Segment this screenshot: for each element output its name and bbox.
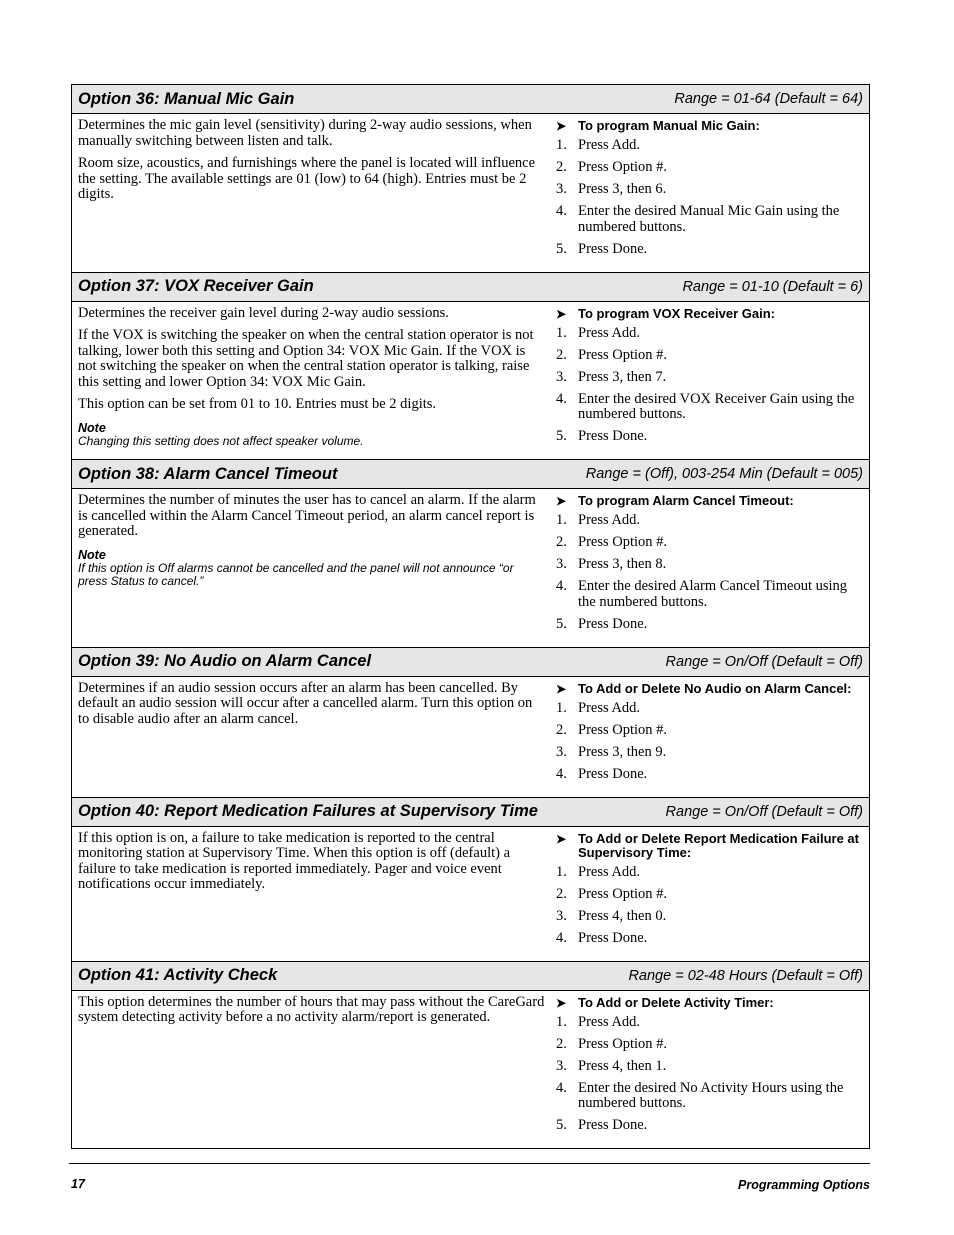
option-range: Range = 01-64 (Default = 64)	[674, 91, 863, 107]
step-number: 2.	[556, 721, 567, 738]
option-title: Option 40: Report Medication Failures at Supervisory Time	[78, 802, 538, 820]
step-number: 1.	[556, 699, 567, 716]
description-column	[72, 827, 552, 961]
step-text: Press Option #.	[578, 534, 668, 550]
arrow-bullet-icon: ➤	[556, 306, 567, 321]
procedure-step	[556, 1059, 865, 1075]
step-number: 3.	[556, 743, 567, 760]
procedure-step	[556, 429, 865, 445]
step-number: 1.	[556, 324, 567, 341]
description-column	[72, 489, 552, 647]
procedure-title-text: To program VOX Receiver Gain:	[578, 305, 775, 321]
procedure-step	[556, 1015, 865, 1031]
procedure-steps	[556, 1015, 865, 1134]
procedure-step	[556, 138, 865, 154]
step-number: 5.	[556, 615, 567, 632]
procedure-step	[556, 326, 865, 342]
procedure-column	[552, 677, 869, 797]
procedure-title	[556, 494, 865, 508]
step-text: Press Done.	[578, 240, 648, 257]
footer-divider	[69, 1163, 870, 1164]
step-text: Press 4, then 1.	[578, 1057, 667, 1074]
step-text: Press 4, then 0.	[578, 907, 667, 924]
option-header	[72, 647, 870, 676]
option-title: Option 39: No Audio on Alarm Cancel	[78, 652, 372, 670]
option-description: Determines the mic gain level (sensitivity) during 2-way audio sessions, when manually switching between listen and talk.	[78, 117, 532, 149]
option-title: Option 41: Activity Check	[78, 966, 278, 984]
step-number: 3.	[556, 181, 567, 197]
step-number: 4.	[556, 1079, 567, 1096]
note-label: Note	[78, 420, 106, 435]
note-text: If this option is Off alarms cannot be cancelled and the panel will not announce “or press Status to cancel.”	[78, 560, 514, 588]
option-description: Determines the number of minutes the user has to cancel an alarm. If the alarm is cancelled within the Alarm Cancel Timeout period, an alarm cancel report is generated.	[78, 492, 536, 539]
note-label: Note	[78, 547, 106, 562]
step-number: 1.	[556, 863, 567, 880]
description-column	[72, 302, 552, 460]
step-text: Enter the desired VOX Receiver Gain using the numbered buttons.	[578, 390, 855, 422]
step-text: Press Done.	[578, 615, 648, 632]
procedure-step	[556, 1118, 865, 1134]
option-description: Determines the receiver gain level during 2-way audio sessions.	[78, 304, 449, 321]
options-table	[71, 84, 870, 1149]
procedure-step	[556, 348, 865, 364]
procedure-step	[556, 617, 865, 633]
procedure-step	[556, 909, 865, 925]
step-text: Press 3, then 9.	[578, 743, 667, 760]
step-text: Press Add.	[578, 324, 641, 341]
step-number: 3.	[556, 368, 567, 385]
option-header	[72, 85, 870, 114]
footer-section-title: Programming Options	[738, 1178, 870, 1192]
option-description: This option can be set from 01 to 10. Entries must be 2 digits.	[78, 396, 437, 412]
procedure-steps	[556, 138, 865, 257]
procedure-column	[552, 489, 869, 647]
procedure-step	[556, 767, 865, 783]
procedure-steps	[556, 326, 865, 445]
step-text: Press Add.	[578, 512, 641, 528]
arrow-bullet-icon: ➤	[556, 119, 567, 133]
procedure-title	[556, 682, 865, 696]
step-number: 5.	[556, 428, 567, 444]
procedure-column	[552, 302, 869, 460]
procedure-step	[556, 701, 865, 717]
option-description: If the VOX is switching the speaker on when the central station operator is not talking, lower both this setting and Option 34: VOX Mic Gain. If the VOX is not switching the speaker on when the central station operator is talking, raise this setting and lower Option 34: VOX Mic Gain.	[78, 327, 534, 390]
step-text: Press Option #.	[578, 721, 668, 738]
option-body	[72, 114, 870, 273]
procedure-step	[556, 392, 865, 423]
step-number: 1.	[556, 1013, 567, 1030]
procedure-step	[556, 535, 865, 551]
step-text: Press Done.	[578, 929, 648, 946]
step-number: 5.	[556, 1117, 567, 1133]
option-body	[72, 826, 870, 961]
procedure-title-text: To Add or Delete Report Medication Failure at Supervisory Time:	[578, 830, 859, 860]
step-number: 2.	[556, 534, 567, 550]
option-range: Range = On/Off (Default = Off)	[665, 653, 863, 670]
arrow-bullet-icon: ➤	[556, 831, 567, 846]
option-header	[72, 961, 870, 990]
step-text: Press Add.	[578, 699, 641, 716]
step-text: Press Add.	[578, 1013, 641, 1030]
step-text: Enter the desired No Activity Hours using the numbered buttons.	[578, 1079, 844, 1111]
step-number: 5.	[556, 240, 567, 257]
procedure-step	[556, 931, 865, 947]
procedure-step	[556, 182, 865, 198]
step-number: 3.	[556, 907, 567, 924]
step-text: Press Done.	[578, 765, 648, 782]
description-column	[72, 677, 552, 797]
procedure-title-text: To Add or Delete No Audio on Alarm Cancel:	[578, 680, 852, 696]
procedure-steps	[556, 701, 865, 783]
step-number: 2.	[556, 1035, 567, 1052]
step-number: 4.	[556, 203, 567, 219]
procedure-step	[556, 723, 865, 739]
step-number: 2.	[556, 885, 567, 902]
note-text: Changing this setting does not affect speaker volume.	[78, 433, 364, 448]
option-body	[72, 990, 870, 1149]
option-range: Range = 02-48 Hours (Default = Off)	[628, 967, 863, 984]
procedure-step	[556, 1037, 865, 1053]
procedure-step	[556, 513, 865, 529]
procedure-step	[556, 1081, 865, 1112]
step-number: 4.	[556, 765, 567, 782]
step-text: Press Option #.	[578, 159, 668, 175]
option-header	[72, 460, 870, 489]
option-body	[72, 489, 870, 648]
option-header	[72, 797, 870, 826]
procedure-title-text: To Add or Delete Activity Timer:	[578, 994, 774, 1010]
step-number: 1.	[556, 512, 567, 528]
step-number: 3.	[556, 1057, 567, 1074]
step-text: Enter the desired Manual Mic Gain using the numbered buttons.	[578, 203, 840, 235]
step-text: Press Done.	[578, 428, 648, 444]
option-title: Option 38: Alarm Cancel Timeout	[78, 464, 338, 483]
procedure-steps	[556, 513, 865, 632]
step-text: Press Option #.	[578, 885, 668, 902]
step-number: 2.	[556, 159, 567, 175]
procedure-step	[556, 865, 865, 881]
procedure-title-text: To program Manual Mic Gain:	[578, 118, 760, 133]
step-text: Press Add.	[578, 863, 641, 880]
procedure-step	[556, 557, 865, 573]
step-text: Enter the desired Alarm Cancel Timeout using the numbered buttons.	[578, 578, 848, 610]
step-text: Press 3, then 7.	[578, 368, 667, 385]
option-body	[72, 301, 870, 460]
procedure-title	[556, 119, 865, 133]
option-body	[72, 676, 870, 797]
option-range: Range = 01-10 (Default = 6)	[682, 278, 863, 295]
procedure-step	[556, 370, 865, 386]
option-title: Option 36: Manual Mic Gain	[78, 89, 295, 108]
step-number: 2.	[556, 346, 567, 363]
step-text: Press 3, then 8.	[578, 556, 667, 572]
option-description: Room size, acoustics, and furnishings where the panel is located will influence the setting. The available settings are 01 (low) to 64 (high). Entries must be 2 digits.	[78, 155, 536, 202]
option-range: Range = On/Off (Default = Off)	[665, 803, 863, 820]
option-description: Determines if an audio session occurs after an alarm has been cancelled. By default an audio session will occur after a cancelled alarm. Turn this option on to disable audio after an alarm cancel.	[78, 679, 533, 727]
procedure-steps	[556, 865, 865, 947]
step-text: Press Add.	[578, 137, 641, 153]
option-range: Range = (Off), 003-254 Min (Default = 005)	[585, 466, 863, 482]
procedure-column	[552, 114, 869, 272]
page-number: 17	[71, 1177, 85, 1191]
procedure-column	[552, 991, 869, 1149]
description-column	[72, 114, 552, 272]
step-number: 3.	[556, 556, 567, 572]
step-text: Press Option #.	[578, 1035, 668, 1052]
procedure-step	[556, 160, 865, 176]
procedure-step	[556, 579, 865, 610]
step-text: Press 3, then 6.	[578, 181, 667, 197]
procedure-step	[556, 745, 865, 761]
procedure-title-text: To program Alarm Cancel Timeout:	[578, 493, 794, 508]
step-number: 4.	[556, 390, 567, 407]
step-text: Press Option #.	[578, 346, 668, 363]
step-number: 4.	[556, 929, 567, 946]
description-column	[72, 991, 552, 1149]
option-header	[72, 272, 870, 301]
step-text: Press Done.	[578, 1117, 648, 1133]
arrow-bullet-icon: ➤	[556, 995, 567, 1010]
option-description: If this option is on, a failure to take medication is reported to the central monitoring station at Supervisory Time. When this option is off (default) a failure to take medication is reported immediately. Pager and voice event notifications occur immediately.	[78, 829, 511, 892]
option-description: This option determines the number of hours that may pass without the CareGard system detecting activity before a no activity alarm/report is generated.	[78, 993, 545, 1025]
procedure-step	[556, 887, 865, 903]
procedure-step	[556, 204, 865, 235]
options-page	[71, 84, 870, 1149]
procedure-title	[556, 832, 865, 860]
procedure-title	[556, 307, 865, 321]
step-number: 4.	[556, 578, 567, 594]
procedure-column	[552, 827, 869, 961]
arrow-bullet-icon: ➤	[556, 681, 567, 696]
procedure-title	[556, 996, 865, 1010]
step-number: 1.	[556, 137, 567, 153]
arrow-bullet-icon: ➤	[556, 494, 567, 508]
procedure-step	[556, 242, 865, 258]
option-title: Option 37: VOX Receiver Gain	[78, 277, 314, 295]
